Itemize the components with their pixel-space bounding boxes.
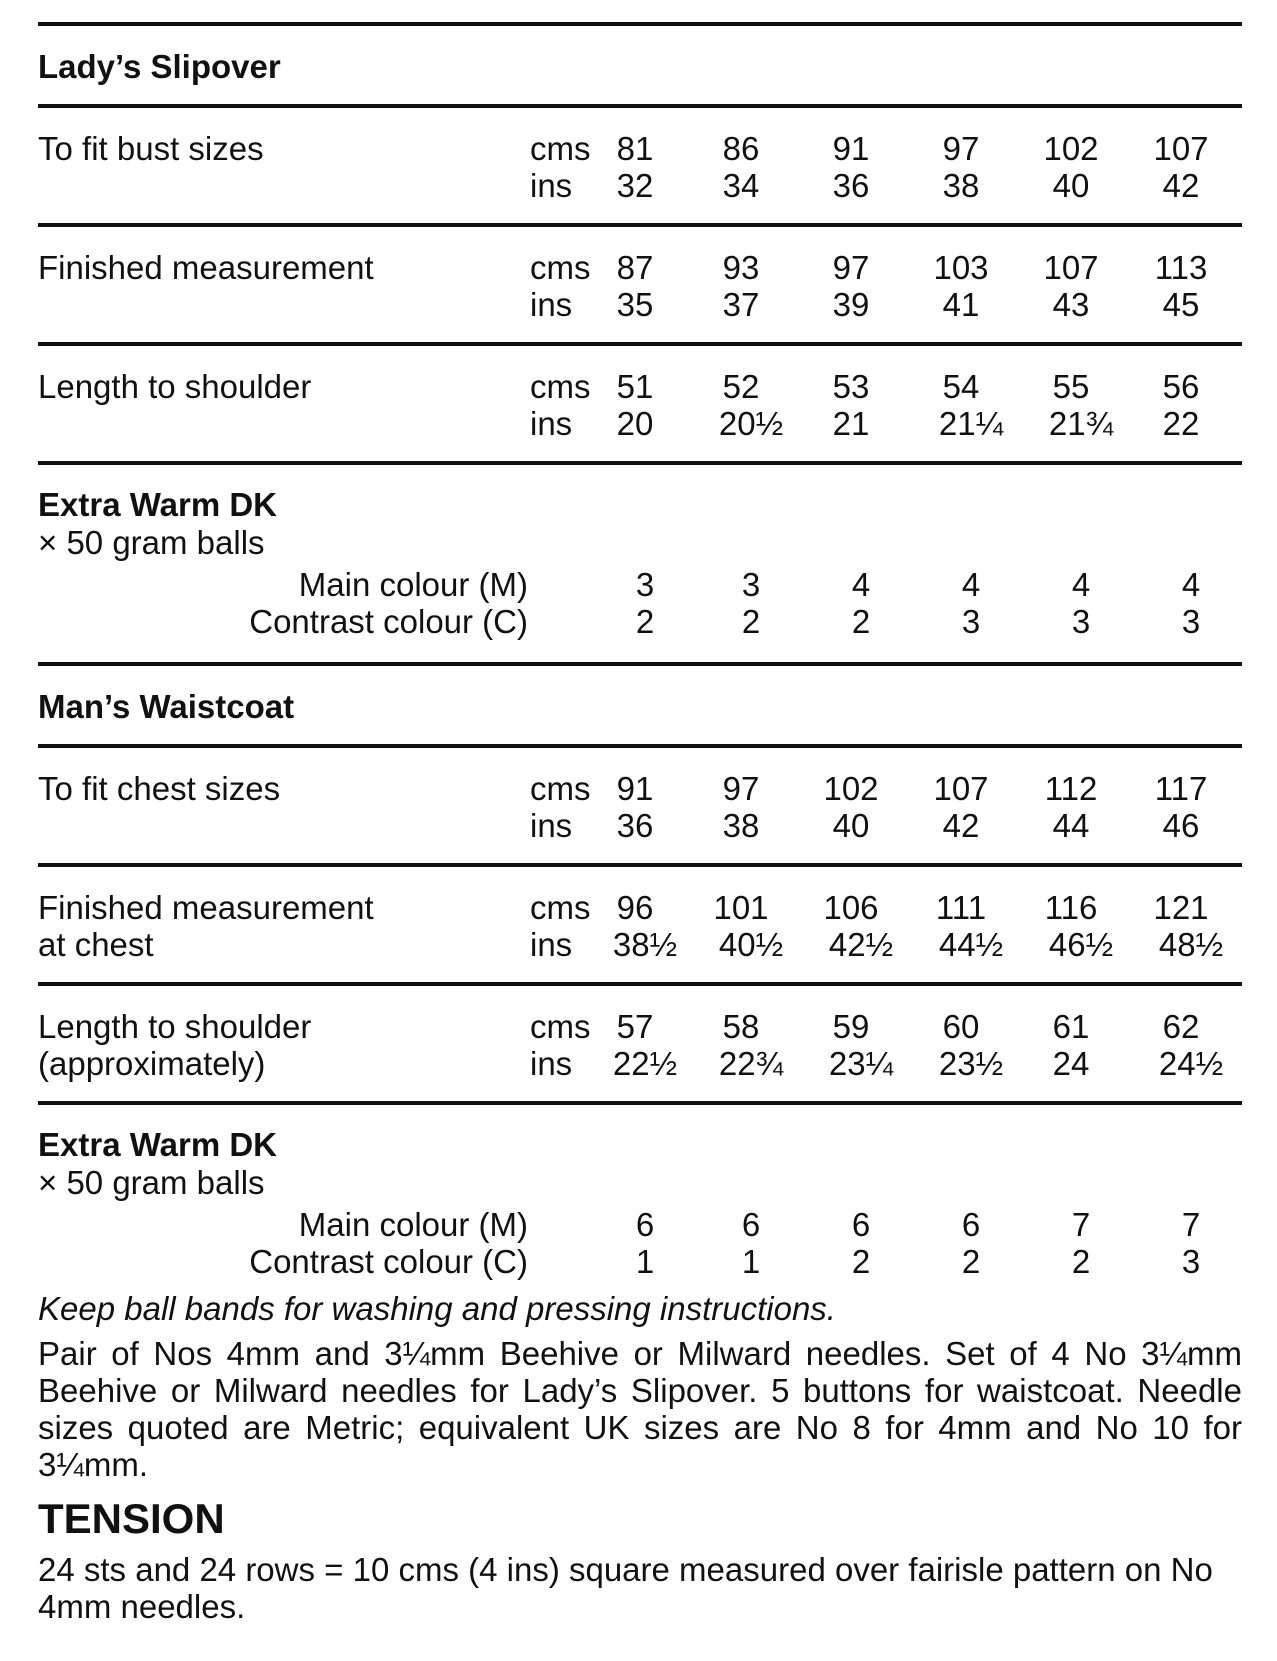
value-cell: 52 [722,368,760,405]
value-cell: 97 [942,130,980,167]
ladies-main-label: Main colour (M) [298,566,528,603]
value-cell: 42½ [828,926,894,963]
value-cell: 38½ [612,926,678,963]
value-cell: 1 [635,1243,655,1280]
value-cell: 111 [935,889,987,926]
rule [38,1101,1242,1105]
unit-cms: cms [530,1008,591,1045]
value-cell: 45 [1162,286,1200,323]
value-cell: 112 [1044,770,1098,807]
value-cell: 3 [635,566,655,603]
value-cell: 44½ [938,926,1004,963]
ladies-bust-label: To fit bust sizes [38,130,264,167]
value-cell: 106 [823,889,879,926]
mens-length-label-2: (approximately) [38,1045,266,1082]
rule [38,863,1242,867]
unit-ins: ins [530,1045,573,1082]
unit-cms: cms [530,130,591,167]
ladies-length-label: Length to shoulder [38,368,312,405]
value-cell: 87 [616,249,654,286]
value-cell: 102 [1043,130,1099,167]
value-cell: 107 [1153,130,1209,167]
mens-yarn-subtitle: × 50 gram balls [38,1164,265,1201]
value-cell: 21 [832,405,870,442]
mens-contrast-label: Contrast colour (C) [249,1243,528,1280]
ladies-finished-label: Finished measurement [38,249,374,286]
value-cell: 22½ [612,1045,678,1082]
rule [38,342,1242,346]
mens-yarn-title: Extra Warm DK [38,1126,278,1163]
rule [38,223,1242,227]
value-cell: 91 [616,770,654,807]
value-cell: 40½ [718,926,784,963]
value-cell: 4 [851,566,871,603]
value-cell: 20½ [718,405,784,442]
value-cell: 117 [1154,770,1208,807]
mens-chest-label: To fit chest sizes [38,770,281,807]
value-cell: 103 [933,249,989,286]
value-cell: 101 [713,889,769,926]
value-cell: 59 [832,1008,870,1045]
value-cell: 34 [722,167,760,204]
unit-cms: cms [530,368,591,405]
needles-paragraph: Pair of Nos 4mm and 3¼mm Beehive or Milward needles. Set of 4 No 3¼mm Beehive or Milward needles for Lady’s Slipover. 5 buttons for waistcoat. Needle sizes quoted are Metric; equivalent UK sizes are No 8 for 4mm and No 10 for 3¼mm. [38,1335,1242,1483]
unit-ins: ins [530,286,573,323]
value-cell: 60 [942,1008,980,1045]
value-cell: 3 [961,603,981,640]
mens-length-label-1: Length to shoulder [38,1008,312,1045]
unit-ins: ins [530,167,573,204]
ladies-title: Lady’s Slipover [38,48,281,85]
rule [38,461,1242,465]
rule [38,982,1242,986]
value-cell: 93 [722,249,760,286]
mens-main-label: Main colour (M) [298,1206,528,1243]
rule [38,662,1242,666]
value-cell: 22 [1162,405,1200,442]
value-cell: 48½ [1158,926,1224,963]
value-cell: 53 [832,368,870,405]
value-cell: 54 [942,368,980,405]
rule [38,104,1242,108]
value-cell: 4 [1071,566,1091,603]
value-cell: 2 [1071,1243,1091,1280]
value-cell: 42 [1162,167,1200,204]
value-cell: 7 [1181,1206,1201,1243]
value-cell: 57 [616,1008,654,1045]
value-cell: 38 [722,807,760,844]
mens-finished-label-1: Finished measurement [38,889,374,926]
value-cell: 4 [1181,566,1201,603]
value-cell: 46 [1162,807,1200,844]
ladies-contrast-label: Contrast colour (C) [249,603,528,640]
value-cell: 37 [722,286,760,323]
value-cell: 21¾ [1048,405,1114,442]
value-cell: 22¾ [718,1045,784,1082]
value-cell: 86 [722,130,760,167]
value-cell: 2 [851,603,871,640]
tension-text: 24 sts and 24 rows = 10 cms (4 ins) square measured over fairisle pattern on No 4mm needles. [38,1551,1213,1625]
value-cell: 38 [942,167,980,204]
value-cell: 2 [635,603,655,640]
value-cell: 35 [616,286,654,323]
ladies-yarn-title: Extra Warm DK [38,486,278,523]
unit-ins: ins [530,405,573,442]
value-cell: 2 [961,1243,981,1280]
value-cell: 20 [616,405,654,442]
value-cell: 43 [1052,286,1090,323]
value-cell: 46½ [1048,926,1114,963]
value-cell: 7 [1071,1206,1091,1243]
value-cell: 96 [616,889,654,926]
ladies-yarn-subtitle: × 50 gram balls [38,524,265,561]
value-cell: 58 [722,1008,760,1045]
value-cell: 55 [1052,368,1090,405]
value-cell: 24½ [1158,1045,1224,1082]
value-cell: 6 [851,1206,871,1243]
value-cell: 81 [616,130,654,167]
value-cell: 3 [1181,1243,1201,1280]
value-cell: 21¼ [938,405,1004,442]
note-ball-bands: Keep ball bands for washing and pressing instructions. [38,1290,836,1327]
value-cell: 32 [616,167,654,204]
value-cell: 121 [1153,889,1209,926]
value-cell: 36 [832,167,870,204]
value-cell: 107 [1043,249,1099,286]
value-cell: 40 [832,807,870,844]
value-cell: 51 [616,368,654,405]
value-cell: 24 [1052,1045,1090,1082]
unit-cms: cms [530,770,591,807]
value-cell: 2 [851,1243,871,1280]
value-cell: 3 [1071,603,1091,640]
value-cell: 6 [741,1206,761,1243]
value-cell: 97 [832,249,870,286]
value-cell: 1 [741,1243,761,1280]
value-cell: 3 [1181,603,1201,640]
value-cell: 62 [1162,1008,1200,1045]
value-cell: 36 [616,807,654,844]
value-cell: 116 [1044,889,1098,926]
mens-finished-label-2: at chest [38,926,154,963]
unit-ins: ins [530,807,573,844]
value-cell: 39 [832,286,870,323]
rule [38,744,1242,748]
tension-heading: TENSION [38,1495,225,1542]
value-cell: 56 [1162,368,1200,405]
unit-cms: cms [530,249,591,286]
value-cell: 6 [635,1206,655,1243]
value-cell: 44 [1052,807,1090,844]
value-cell: 113 [1154,249,1208,286]
value-cell: 2 [741,603,761,640]
value-cell: 6 [961,1206,981,1243]
mens-title: Man’s Waistcoat [38,688,295,725]
unit-cms: cms [530,889,591,926]
value-cell: 107 [933,770,989,807]
value-cell: 3 [741,566,761,603]
value-cell: 23¼ [828,1045,894,1082]
rule-top [38,22,1242,26]
value-cell: 42 [942,807,980,844]
value-cell: 4 [961,566,981,603]
value-cell: 91 [832,130,870,167]
unit-ins: ins [530,926,573,963]
value-cell: 97 [722,770,760,807]
value-cell: 40 [1052,167,1090,204]
value-cell: 61 [1052,1008,1090,1045]
value-cell: 102 [823,770,879,807]
value-cell: 41 [942,286,980,323]
value-cell: 23½ [938,1045,1004,1082]
